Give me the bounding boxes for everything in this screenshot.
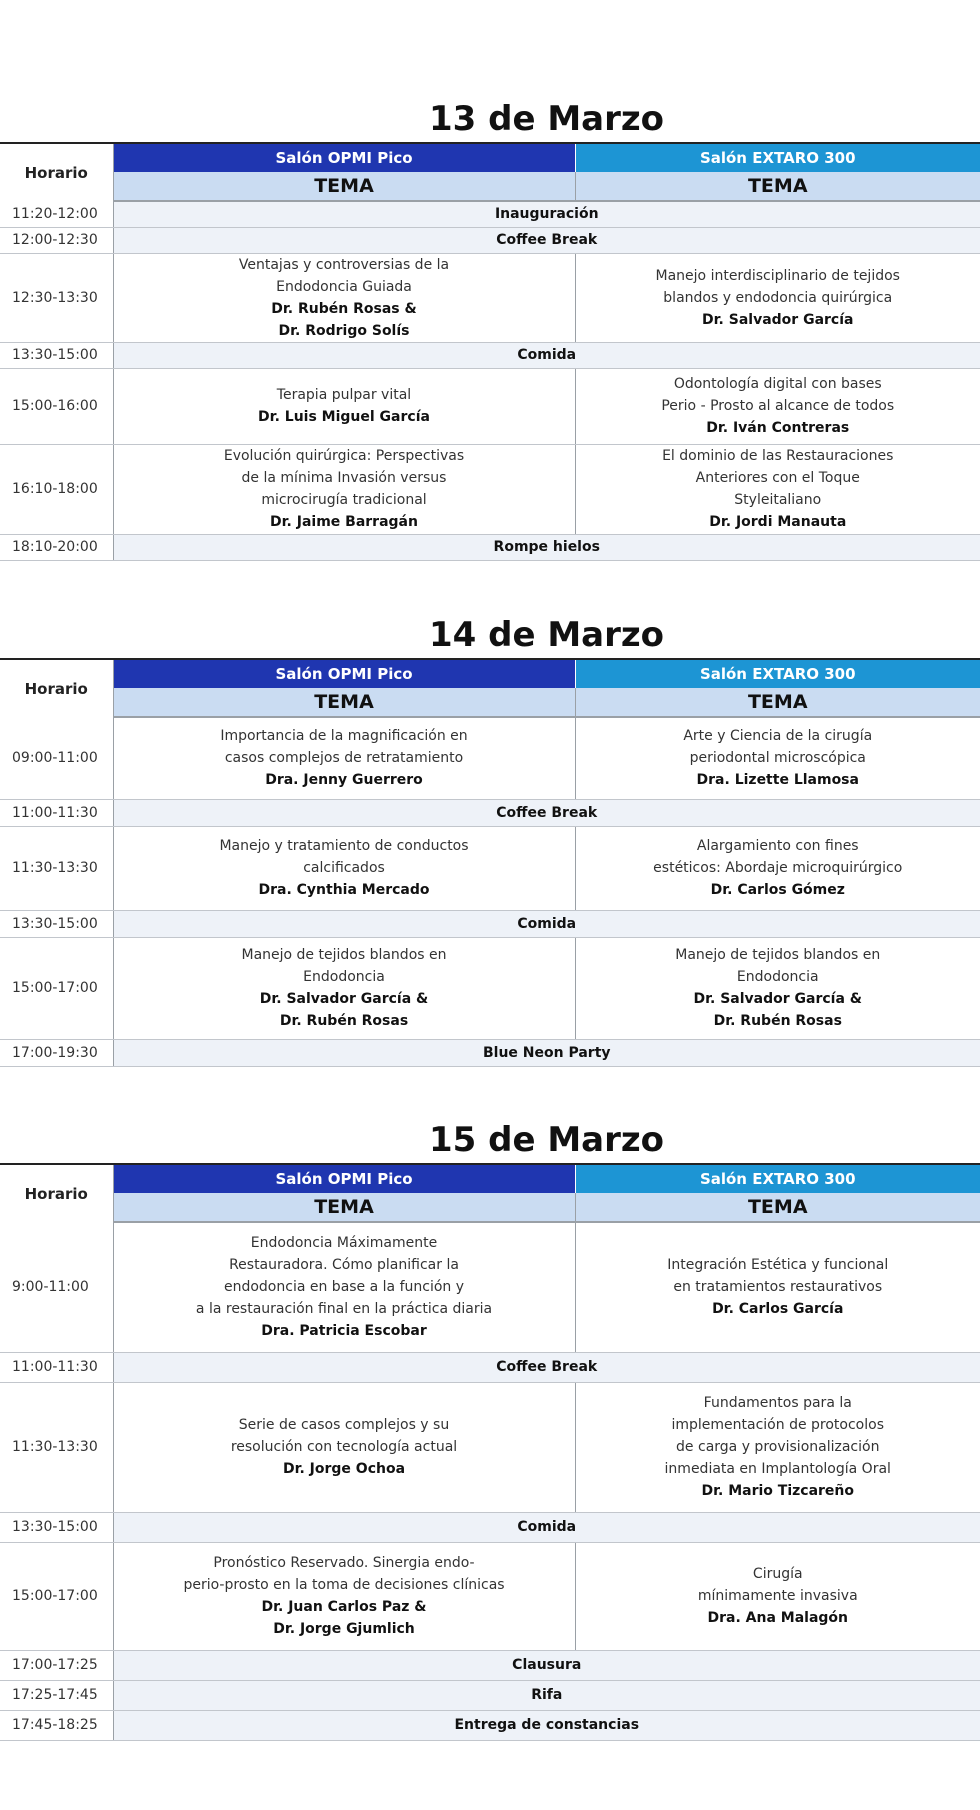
day-section-15-marzo — [0, 1118, 980, 1741]
talk-title-line: Importancia de la magnificación en — [220, 728, 468, 745]
day-title: 15 de Marzo — [428, 1120, 665, 1160]
speaker-name: Dr. Luis Miguel García — [258, 409, 430, 425]
tema-header: TEMA — [575, 172, 980, 201]
time-slot: 11:20-12:00 — [0, 201, 113, 227]
session-row — [0, 368, 980, 444]
event-row — [0, 910, 980, 937]
session-extaro-300 — [575, 444, 980, 534]
event-label: Blue Neon Party — [113, 1039, 980, 1066]
talk-title-line: Perio - Prosto al alcance de todos — [661, 398, 895, 414]
event-row — [0, 1352, 980, 1382]
session-extaro-300 — [575, 717, 980, 799]
speaker-name: Dr. Rodrigo Solís — [278, 322, 410, 339]
event-row — [0, 342, 980, 368]
talk-title-line: blandos y endodoncia quirúrgica — [663, 289, 893, 306]
talk-title-line: Endodoncia Máximamente — [250, 1235, 438, 1252]
event-row — [0, 227, 980, 253]
time-slot: 17:00-17:25 — [0, 1650, 113, 1680]
time-slot: 9:00-11:00 — [0, 1222, 113, 1352]
session-row — [0, 1222, 980, 1352]
tema-header: TEMA — [575, 688, 980, 717]
session-extaro-300 — [575, 826, 980, 910]
session-opmi-pico — [113, 1542, 575, 1650]
talk-title-line: estéticos: Abordaje microquirúrgico — [653, 860, 903, 876]
speaker-name: Dra. Ana Malagón — [707, 1610, 849, 1626]
session-opmi-pico — [113, 368, 575, 444]
talk-title-line: Alargamiento con fines — [696, 838, 859, 854]
speaker-name: Dr. Jorge Ochoa — [282, 1461, 406, 1477]
talk-title-line: Restauradora. Cómo planificar la — [229, 1257, 459, 1274]
speaker-name: Dra. Lizette Llamosa — [696, 772, 859, 789]
session-opmi-pico — [113, 717, 575, 799]
event-label: Comida — [113, 910, 980, 937]
day-title: 14 de Marzo — [428, 615, 665, 655]
header-row-rooms — [0, 143, 980, 172]
speaker-name: Dr. Jaime Barragán — [270, 514, 418, 530]
day-section-13-marzo — [0, 97, 980, 561]
time-slot: 11:30-13:30 — [0, 826, 113, 910]
talk-title-line: microcirugía tradicional — [261, 492, 427, 508]
session-extaro-300 — [575, 253, 980, 342]
talk-title-line: perio-prosto en la toma de decisiones clínicas — [183, 1577, 505, 1593]
event-label: Clausura — [113, 1650, 980, 1680]
talk-title-line: de carga y provisionalización — [676, 1439, 880, 1455]
header-row-tema — [0, 688, 980, 717]
speaker-name: Dra. Patricia Escobar — [261, 1323, 427, 1340]
time-slot: 15:00-17:00 — [0, 937, 113, 1039]
speaker-name: Dra. Jenny Guerrero — [265, 772, 423, 789]
talk-title-line: Endodoncia — [736, 969, 819, 985]
talk-title-line: Odontología digital con bases — [673, 376, 882, 392]
talk-title-line: Ventajas y controversias de la — [238, 256, 450, 273]
talk-title-line: Styleitaliano — [734, 492, 822, 508]
event-label: Rifa — [113, 1680, 980, 1710]
time-slot: 11:30-13:30 — [0, 1382, 113, 1512]
time-slot: 12:00-12:30 — [0, 227, 113, 253]
room-header-extaro-300: Salón EXTARO 300 — [575, 143, 980, 172]
session-opmi-pico — [113, 1222, 575, 1352]
talk-title-line: implementación de protocolos — [671, 1417, 884, 1433]
talk-title-line: Fundamentos para la — [703, 1395, 852, 1411]
time-slot: 13:30-15:00 — [0, 1512, 113, 1542]
session-opmi-pico — [113, 1382, 575, 1512]
talk-title-line: resolución con tecnología actual — [230, 1439, 458, 1455]
schedule-table — [0, 142, 980, 561]
day-title: 13 de Marzo — [428, 99, 665, 139]
event-label: Coffee Break — [113, 1352, 980, 1382]
event-label: Comida — [113, 1512, 980, 1542]
time-slot: 13:30-15:00 — [0, 910, 113, 937]
tema-header: TEMA — [575, 1193, 980, 1222]
speaker-name: Dr. Rubén Rosas — [713, 1013, 842, 1029]
speaker-name: Dr. Salvador García & — [259, 991, 429, 1007]
session-extaro-300 — [575, 1382, 980, 1512]
event-row — [0, 1680, 980, 1710]
time-slot: 11:00-11:30 — [0, 1352, 113, 1382]
event-label: Entrega de constancias — [113, 1710, 980, 1740]
talk-title-line: Cirugía — [752, 1566, 803, 1582]
speaker-name: Dr. Jordi Manauta — [709, 514, 847, 530]
event-row — [0, 1512, 980, 1542]
session-row — [0, 717, 980, 799]
horario-header: Horario — [0, 659, 113, 717]
talk-title-line: Endodoncia Guiada — [276, 278, 412, 295]
speaker-name: Dr. Carlos Gómez — [710, 882, 845, 898]
speaker-name: Dr. Rubén Rosas — [279, 1013, 409, 1029]
event-row — [0, 534, 980, 560]
event-row — [0, 1710, 980, 1740]
talk-title-line: inmediata en Implantología Oral — [664, 1461, 891, 1477]
speaker-name: Dr. Iván Contreras — [706, 420, 850, 436]
speaker-name: Dr. Mario Tizcareño — [701, 1483, 855, 1499]
talk-title-line: Terapia pulpar vital — [276, 387, 412, 403]
room-header-extaro-300: Salón EXTARO 300 — [575, 1164, 980, 1193]
session-row — [0, 253, 980, 342]
time-slot: 18:10-20:00 — [0, 534, 113, 560]
time-slot: 17:00-19:30 — [0, 1039, 113, 1066]
talk-title-line: Integración Estética y funcional — [667, 1257, 889, 1274]
event-label: Comida — [113, 342, 980, 368]
horario-header: Horario — [0, 143, 113, 201]
schedule-table — [0, 1163, 980, 1741]
event-row — [0, 1650, 980, 1680]
session-extaro-300 — [575, 1542, 980, 1650]
time-slot: 09:00-11:00 — [0, 717, 113, 799]
time-slot: 15:00-17:00 — [0, 1542, 113, 1650]
time-slot: 17:25-17:45 — [0, 1680, 113, 1710]
event-label: Rompe hielos — [113, 534, 980, 560]
time-slot: 17:45-18:25 — [0, 1710, 113, 1740]
time-slot: 15:00-16:00 — [0, 368, 113, 444]
event-label: Coffee Break — [113, 227, 980, 253]
talk-title-line: Anteriores con el Toque — [695, 470, 860, 486]
talk-title-line: calcificados — [303, 860, 385, 876]
header-row-rooms — [0, 659, 980, 688]
talk-title-line: Evolución quirúrgica: Perspectivas — [223, 448, 465, 464]
session-opmi-pico — [113, 826, 575, 910]
time-slot: 11:00-11:30 — [0, 799, 113, 826]
talk-title-line: periodontal microscópica — [689, 750, 866, 767]
header-row-rooms — [0, 1164, 980, 1193]
event-label: Coffee Break — [113, 799, 980, 826]
talk-title-line: El dominio de las Restauraciones — [662, 448, 894, 464]
talk-title-line: endodoncia en base a la función y — [223, 1279, 465, 1296]
speaker-name: Dr. Salvador García & — [693, 991, 862, 1007]
tema-header: TEMA — [113, 1193, 575, 1222]
talk-title-line: Manejo de tejidos blandos en — [675, 947, 881, 963]
event-row — [0, 201, 980, 227]
talk-title-line: Manejo y tratamiento de conductos — [219, 838, 469, 854]
event-row — [0, 1039, 980, 1066]
session-extaro-300 — [575, 368, 980, 444]
session-row — [0, 1542, 980, 1650]
speaker-name: Dr. Rubén Rosas & — [271, 300, 417, 317]
talk-title-line: Manejo de tejidos blandos en — [241, 947, 447, 963]
room-header-opmi-pico: Salón OPMI Pico — [113, 143, 575, 172]
speaker-name: Dra. Cynthia Mercado — [258, 882, 430, 898]
room-header-opmi-pico: Salón OPMI Pico — [113, 659, 575, 688]
talk-title-line: mínimamente invasiva — [697, 1588, 858, 1604]
speaker-name: Dr. Salvador García — [702, 311, 854, 328]
speaker-name: Dr. Carlos García — [712, 1301, 844, 1318]
header-row-tema — [0, 1193, 980, 1222]
session-opmi-pico — [113, 937, 575, 1039]
session-row — [0, 937, 980, 1039]
talk-title-line: Pronóstico Reservado. Sinergia endo- — [213, 1555, 475, 1571]
talk-title-line: Endodoncia — [303, 969, 385, 985]
time-slot: 12:30-13:30 — [0, 253, 113, 342]
room-header-opmi-pico: Salón OPMI Pico — [113, 1164, 575, 1193]
session-row — [0, 826, 980, 910]
session-extaro-300 — [575, 1222, 980, 1352]
session-row — [0, 1382, 980, 1512]
tema-header: TEMA — [113, 172, 575, 201]
session-extaro-300 — [575, 937, 980, 1039]
talk-title-line: a la restauración final en la práctica diaria — [195, 1301, 493, 1318]
time-slot: 16:10-18:00 — [0, 444, 113, 534]
day-section-14-marzo — [0, 613, 980, 1067]
session-row — [0, 444, 980, 534]
session-opmi-pico — [113, 253, 575, 342]
session-opmi-pico — [113, 444, 575, 534]
horario-header: Horario — [0, 1164, 113, 1222]
talk-title-line: en tratamientos restaurativos — [673, 1279, 883, 1296]
header-row-tema — [0, 172, 980, 201]
speaker-name: Dr. Juan Carlos Paz & — [261, 1599, 427, 1615]
talk-title-line: casos complejos de retratamiento — [224, 750, 464, 767]
talk-title-line: Arte y Ciencia de la cirugía — [683, 728, 873, 745]
event-row — [0, 799, 980, 826]
talk-title-line: Serie de casos complejos y su — [238, 1417, 450, 1433]
schedule-table — [0, 658, 980, 1067]
room-header-extaro-300: Salón EXTARO 300 — [575, 659, 980, 688]
tema-header: TEMA — [113, 688, 575, 717]
speaker-name: Dr. Jorge Gjumlich — [273, 1621, 415, 1637]
time-slot: 13:30-15:00 — [0, 342, 113, 368]
event-label: Inauguración — [113, 201, 980, 227]
talk-title-line: de la mínima Invasión versus — [241, 470, 447, 486]
talk-title-line: Manejo interdisciplinario de tejidos — [655, 267, 900, 284]
